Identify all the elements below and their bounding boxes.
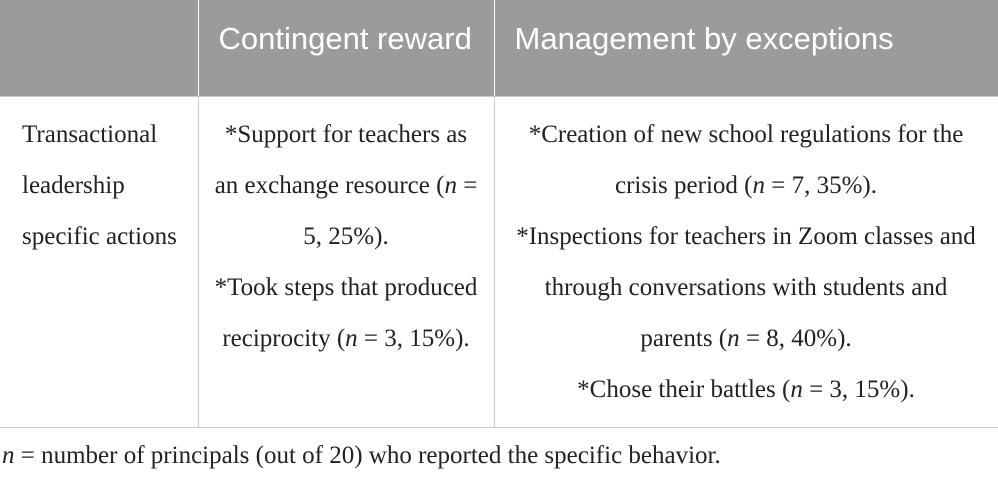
table-header-row [0, 0, 998, 96]
management-item: *Inspections for teachers in Zoom classes and through conversations with students and parents (n = 8, 40%). [516, 222, 976, 352]
row-label: Transactional leadership specific actions [0, 96, 198, 428]
header-cell-contingent-reward: Contingent reward [198, 0, 494, 96]
contingent-reward-item: *Support for teachers as an exchange resource (n = 5, 25%). [214, 120, 478, 250]
table-footnote: n = number of principals (out of 20) who reported the specific behavior. [2, 442, 721, 469]
management-item: *Creation of new school regulations for the crisis period (n = 7, 35%). [528, 120, 964, 199]
management-by-exceptions-cell [494, 96, 998, 428]
contingent-reward-item: *Took steps that produced reciprocity (n = 3, 15%). [214, 273, 478, 352]
table-row [0, 96, 998, 428]
management-item: *Chose their battles (n = 3, 15%). [577, 375, 915, 403]
header-cell-management-by-exceptions: Management by exceptions [494, 0, 998, 96]
header-cell-empty [0, 0, 198, 96]
contingent-reward-cell [198, 96, 494, 428]
